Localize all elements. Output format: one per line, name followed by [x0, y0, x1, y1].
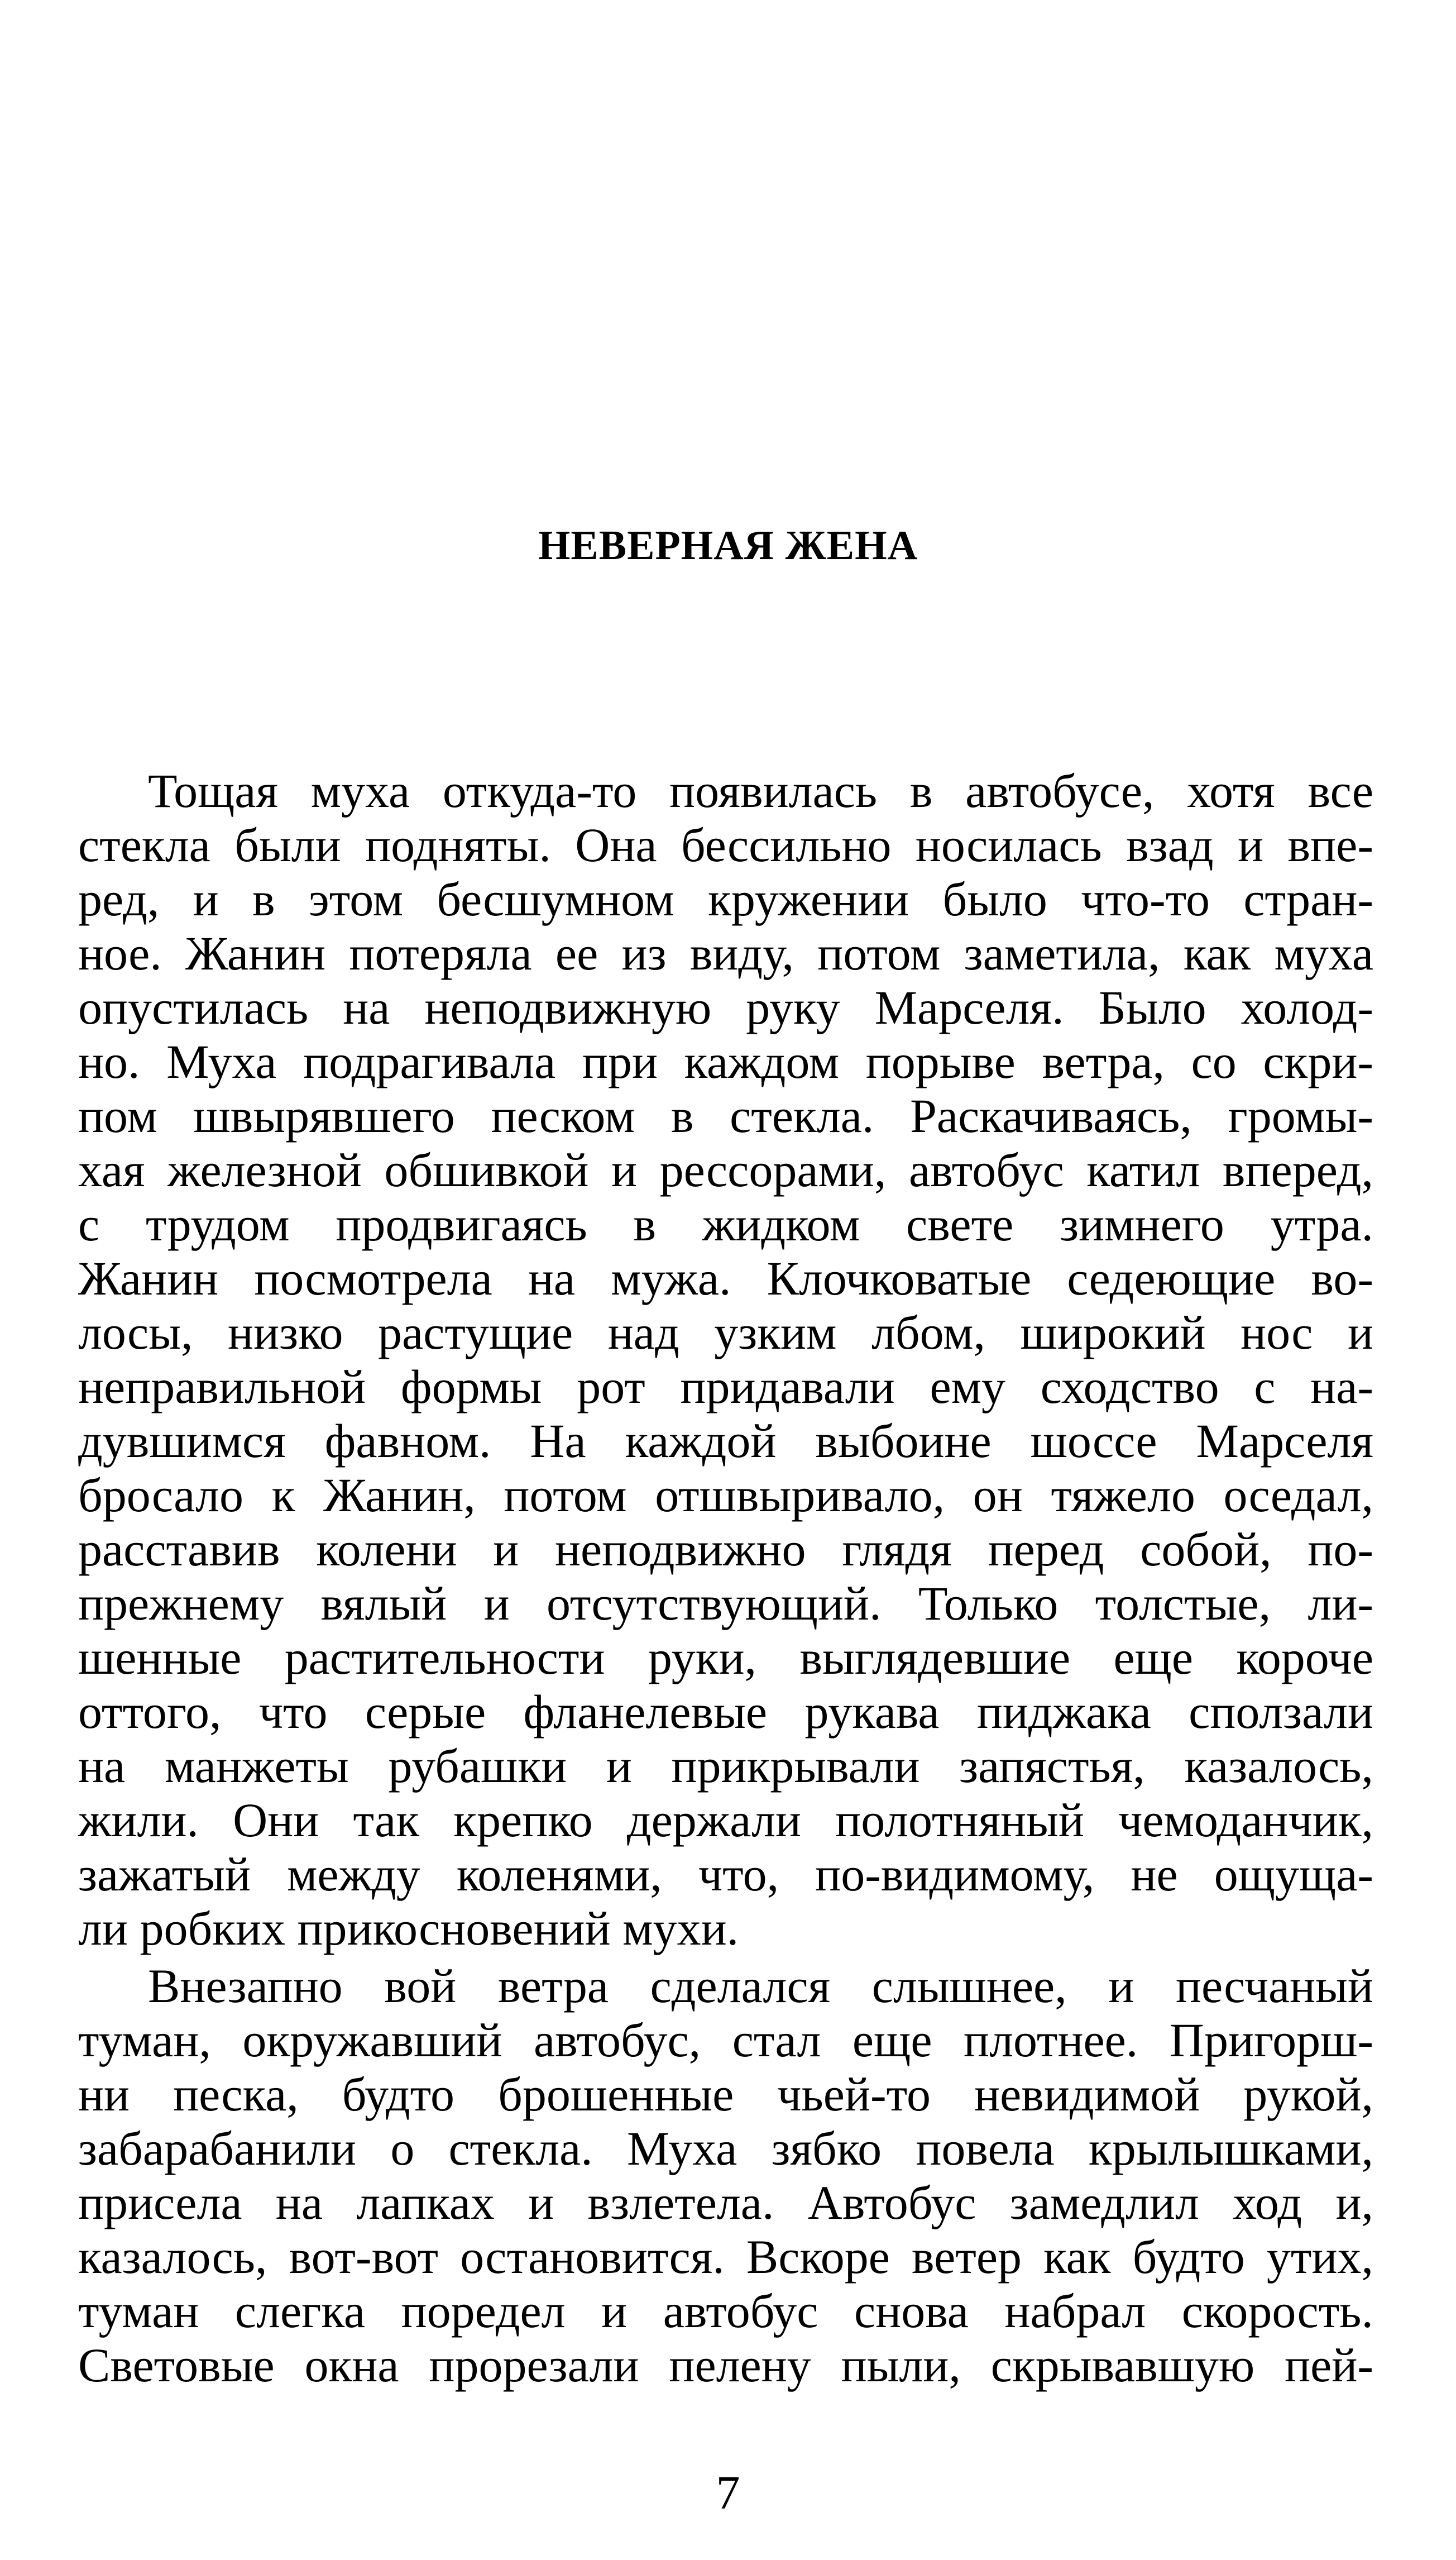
text-line: ли робких прикосновений мухи.	[78, 1902, 739, 1955]
text-line: Тощая муха откуда-то появилась в автобусе, хотя все	[148, 764, 1373, 818]
text-line: бросало к Жанин, потом отшвыривало, он тяжело оседал,	[78, 1468, 1373, 1522]
text-line: опустилась на неподвижную руку Марселя. Было холод-	[78, 981, 1373, 1034]
page-number: 7	[716, 2466, 740, 2519]
text-line: прежнему вялый и отсутствующий. Только толстые, ли-	[78, 1577, 1373, 1630]
text-line: но. Муха подрагивала при каждом порыве ветра, со скри-	[78, 1035, 1373, 1088]
text-line: дувшимся фавном. На каждой выбоине шоссе Марселя	[78, 1414, 1373, 1468]
text-line: пом швырявшего песком в стекла. Раскачиваясь, громы-	[78, 1089, 1373, 1143]
text-line: ни песка, будто брошенные чьей-то невидимой рукой,	[78, 2067, 1373, 2121]
text-line: неправильной формы рот придавали ему сходство с на-	[78, 1360, 1373, 1413]
chapter-title: НЕВЕРНАЯ ЖЕНА	[538, 523, 918, 569]
text-line: ное. Жанин потеряла ее из виду, потом заметила, как муха	[78, 926, 1373, 980]
text-line: зажатый между коленями, что, по-видимому, не ощуща-	[78, 1847, 1373, 1901]
text-line: лосы, низко растущие над узким лбом, широкий нос и	[78, 1306, 1373, 1359]
text-line: хая железной обшивкой и рессорами, автобус катил вперед,	[78, 1143, 1373, 1197]
text-line: забарабанили о стекла. Муха зябко повела крылышками,	[78, 2122, 1373, 2175]
text-line: Внезапно вой ветра сделался слышнее, и песчаный	[148, 1959, 1373, 2013]
text-line: присела на лапках и взлетела. Автобус замедлил ход и,	[78, 2176, 1373, 2229]
text-line: Жанин посмотрела на мужа. Клочковатые седеющие во-	[78, 1252, 1373, 1305]
text-line: на манжеты рубашки и прикрывали запястья, казалось,	[78, 1739, 1373, 1793]
text-line: жили. Они так крепко держали полотняный чемоданчик,	[78, 1793, 1373, 1847]
text-line: туман, окружавший автобус, стал еще плотнее. Пригорш-	[78, 2013, 1373, 2067]
text-line: ред, и в этом бесшумном кружении было что-то стран-	[78, 872, 1373, 926]
body-text	[78, 764, 1373, 2392]
text-line: Световые окна прорезали пелену пыли, скрывавшую пей-	[78, 2338, 1373, 2392]
text-line: казалось, вот-вот остановится. Вскоре ветер как будто утих,	[78, 2230, 1373, 2284]
text-line: с трудом продвигаясь в жидком свете зимнего утра.	[78, 1197, 1373, 1251]
text-line: стекла были подняты. Она бессильно носилась взад и впе-	[78, 818, 1373, 872]
paragraph-1	[78, 764, 1373, 1956]
text-line: шенные растительности руки, выглядевшие еще короче	[78, 1631, 1373, 1684]
text-line: расставив колени и неподвижно глядя перед собой, по-	[78, 1522, 1373, 1576]
paragraph-2	[78, 1959, 1373, 2392]
text-line: туман слегка поредел и автобус снова набрал скорость.	[78, 2284, 1373, 2338]
text-line: оттого, что серые фланелевые рукава пиджака сползали	[78, 1685, 1373, 1738]
